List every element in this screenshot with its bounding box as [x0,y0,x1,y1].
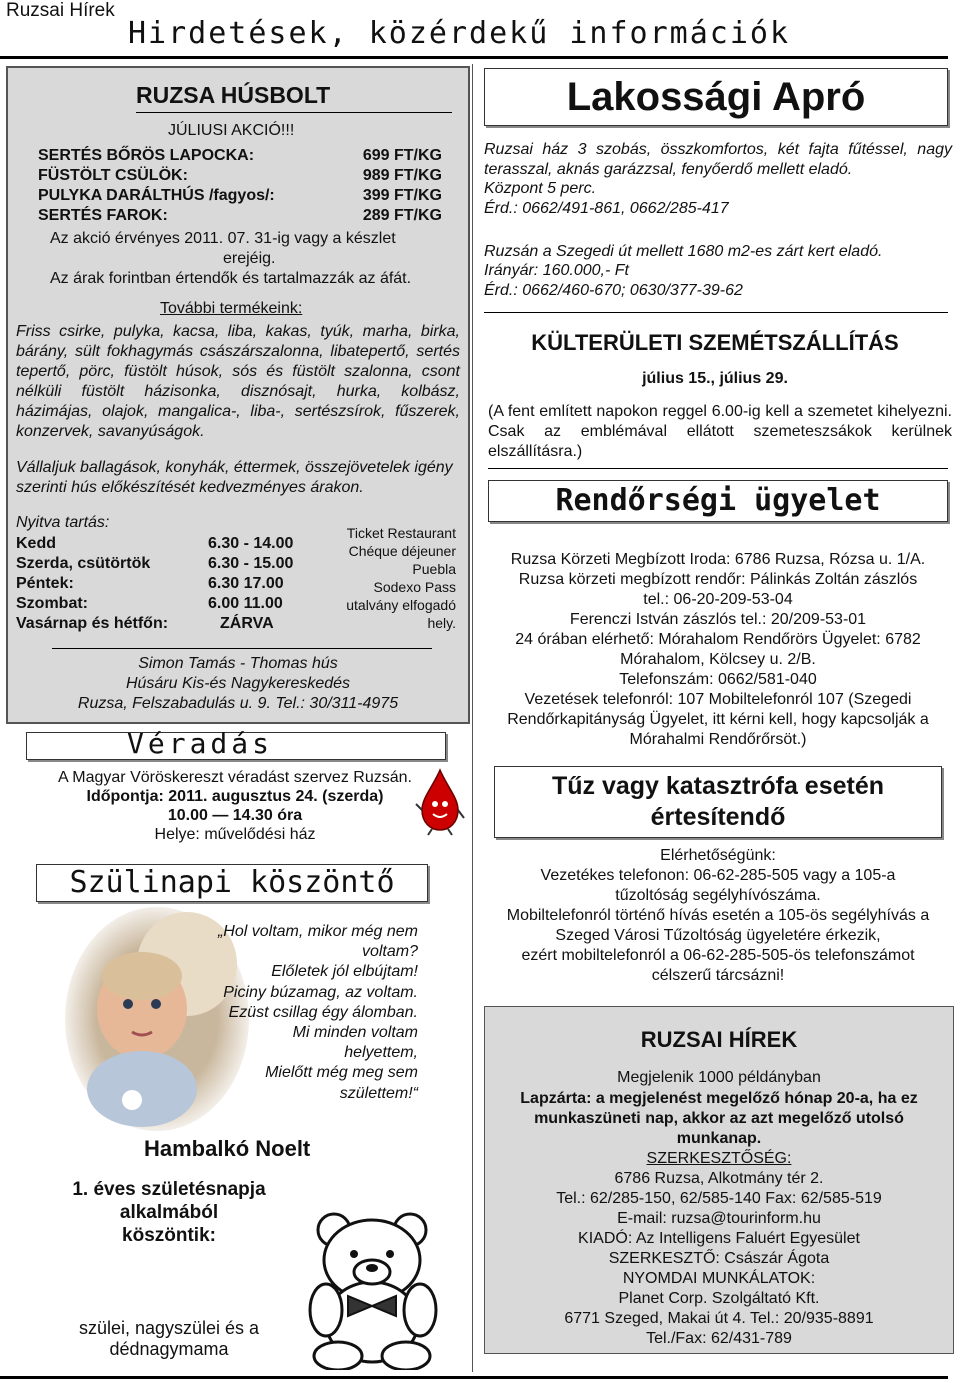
veradas-text [26,768,444,844]
tuz-line: célszerű tárcsázni! [651,967,785,984]
greeters [62,1318,276,1360]
occasion-line: alkalmából [119,1202,219,1223]
husbolt-promo: JÚLIUSI AKCIÓ!!! [168,122,295,139]
tuz-title-line: Tűz vagy katasztrófa esetén [551,772,885,800]
hours-row: Kedd 6.30 - 14.00 [16,535,294,552]
poem-line: Piciny búzamag, az voltam. [223,983,418,1001]
voucher-item: Sodexo Pass [373,579,456,595]
section-label: Ruzsai Hírek [6,0,115,21]
tuz-title-box [494,766,942,838]
rendor-title: Rendőrségi ügyelet [555,483,881,518]
szulinap-title: Szülinapi köszöntő [69,865,395,900]
imprint-line: Planet Corp. Szolgáltató Kft. [618,1290,820,1307]
teddy-bear-icon [298,1210,448,1370]
events-text: Vállaljuk ballagások, konyhák, éttermek, összejövetelek igény szerinti hús előkészítését kedvezményes árakon. [16,459,453,496]
veradas-time: 10.00 — 14.30 óra [167,807,303,824]
price-item: SERTÉS BŐRÖS LAPOCKA: 699 FT/KG [38,147,442,164]
owner-address: Ruzsa, Felszabadulás u. 9. Tel.: 30/311-4975 [77,695,399,712]
imprint-line: SZERKESZTŐ: Császár Ágota [608,1250,830,1267]
hours-table [16,534,316,634]
ad-house-tel: Érd.: 0662/491-861, 0662/285-417 [484,200,729,217]
ad-garden-price: Irányár: 160.000,- Ft [484,262,629,279]
imprint-line: Tel.: 62/285-150, 62/585-140 Fax: 62/585-519 [556,1190,882,1207]
imprint-line: 6786 Ruzsa, Alkotmány tér 2. [614,1170,824,1187]
blood-drop-icon [414,766,466,836]
header-rule [0,56,948,59]
voucher-list [324,524,456,632]
imprint-line: SZERKESZTŐSÉG: [646,1150,792,1167]
hirek-deadline: Lapzárta: a megjelenést megelőző hónap 20-a, ha ez munkaszüneti nap, akkor az azt megelőző utolsó munkanap. [520,1090,918,1147]
rendor-line: Ruzsa Körzeti Megbízott Iroda: 6786 Ruzsa, Rózsa u. 1/A. [510,551,926,568]
rendor-line: Telefonszám: 0662/581-040 [619,671,817,688]
poem-line: Előletek jól elbújtam! [271,963,418,981]
apro-title: Lakossági Apró [566,75,866,119]
column-divider [472,64,473,1372]
occasion [46,1178,292,1247]
hours-title: Nyitva tartás: [16,514,110,531]
rendor-line: Rendőrkapitányság Ügyelet, itt kérni kell, hogy kapcsolják a [507,711,929,728]
imprint-line: KIADÓ: Az Intelligens Faluért Egyesület [578,1230,860,1247]
veradas-title: Véradás [127,727,274,760]
validity-1: Az akció érvényes 2011. 07. 31-ig vagy a készlet [50,230,396,247]
hirek-circulation: Megjelenik 1000 példányban [617,1069,821,1086]
imprint-line: Tel./Fax: 62/431-789 [646,1330,792,1347]
szemet-dates: július 15., július 29. [642,370,788,387]
szemet-title: KÜLTERÜLETI SZEMÉTSZÁLLÍTÁS [531,330,899,355]
greeters-line: szülei, nagyszülei és a [78,1318,260,1338]
rendor-line: Vezetések telefonról: 107 Mobiltelefonról 107 (Szegedi [524,691,912,708]
hours-row: Szerda, csütörtök 6.30 - 15.00 [16,555,294,572]
poem-line: Ezüst csillag égy álomban. [228,1003,418,1021]
ad-garden-tel: Érd.: 0662/460-670; 0630/377-39-62 [484,282,743,299]
owner-business: Húsáru Kis-és Nagykereskedés [125,675,351,692]
owner-block [8,654,468,714]
price-list [38,146,442,226]
hirek-imprint [485,1149,953,1349]
poem-line: Mi minden voltam [292,1024,418,1042]
poem-line: Mielőtt még meg sem [265,1064,418,1082]
poem-line: voltam? [361,943,418,961]
veradas-date: Időpontja: 2011. augusztus 24. (szerda) [86,788,384,805]
hours-row: Péntek: 6.30 17.00 [16,575,284,592]
poem-line: születtem!“ [339,1084,418,1102]
products-text: Friss csirke, pulyka, kacsa, liba, kakas, tyúk, marha, birka, bárány, sült fokhagymás császárszalonna, libatepertő, sertés tepertő, pörc, füstölt húsok, sós és füstölt szalonna, csont nélküli füstölt házisonka, disznósajt, hurka, kolbász, házimájas, olajok, mangalica-, liba-, sertészsírok, fűszerek, konzervek, savanyúságok. [16,323,460,440]
tuz-line: Szeged Városi Tűzoltóság ügyeletére érkezik, [555,927,881,944]
celebrant-name: Hambalkó Noelt [144,1136,311,1161]
owner-rule [52,648,432,649]
husbolt-title: RUZSA HÚSBOLT [136,82,331,108]
voucher-item: utalvány elfogadó [346,597,456,613]
voucher-item: hely. [427,615,456,631]
voucher-item: Chéque déjeuner [348,543,456,559]
poem [196,922,418,1104]
hirek-box [484,1006,954,1354]
more-products-title: További termékeink: [160,300,303,317]
husbolt-title-rule [136,112,452,113]
vat-note: Az árak forintban értendők és tartalmazzák az áfát. [50,270,412,287]
occasion-line: köszöntik: [122,1225,216,1246]
tuz-line: ezért mobiltelefonról a 06-62-285-505-ös telefonszámot [521,947,915,964]
husbolt-box [6,66,470,724]
tuz-line: Mobiltelefonról történő hívás esetén a 105-ös segélyhívás a [506,907,930,924]
apro-rule [484,312,948,313]
hours-row: Szombat: 6.00 11.00 [16,595,283,612]
imprint-line: 6771 Szeged, Makai út 4. Tel.: 20/935-8891 [564,1310,874,1327]
tuz-title [495,771,941,833]
price-item: FÜSTÖLT CSÜLÖK: 989 FT/KG [38,167,442,184]
rendor-line: Mórahalom, Kölcsey u. 2/B. [620,651,816,668]
hours-row: Vasárnap és hétfőn: ZÁRVA [16,615,274,632]
imprint-line: E-mail: ruzsa@tourinform.hu [617,1210,821,1227]
rendor-text [476,550,960,750]
rendor-title-box [488,480,948,522]
tuz-line: tűzoltóság segélyhívószáma. [615,887,821,904]
veradas-line: A Magyar Vöröskereszt véradást szervez Ruzsán. [58,769,412,786]
tuz-line: Vezetékes telefonon: 06-62-285-505 vagy a 105-a [540,867,896,884]
occasion-line: 1. éves születésnapja [72,1179,266,1200]
szulinap-title-box [36,864,428,902]
rendor-line: tel.: 06-20-209-53-04 [643,591,793,608]
ad-house-center: Központ 5 perc. [484,180,597,197]
page-title: Hirdetések, közérdekű információk [128,16,791,51]
price-item: PULYKA DARÁLTHÚS /fagyos/: 399 FT/KG [38,187,442,204]
tuz-title-line: értesítendő [650,803,786,831]
ad-garden: Ruzsán a Szegedi út mellett 1680 m2-es zárt kert eladó. [484,243,883,260]
veradas-place: Helye: művelődési ház [154,826,316,843]
rendor-line: 24 órában elérhető: Mórahalom Rendőrörs Ügyelet: 6782 [515,631,921,648]
rendor-line: Ferenczi István zászlós tel.: 20/209-53-01 [569,611,867,628]
voucher-item: Ticket Restaurant [346,525,456,541]
apro-title-box [484,68,948,126]
tuz-line: Elérhetőségünk: [660,847,776,864]
poem-line: „Hol voltam, mikor még nem [217,923,418,940]
szemet-text: (A fent említett napokon reggel 6.00-ig kell a szemetet kihelyezni. Csak az emblémával ellátott szemeteszsákok kerülnek elszállításra.) [488,403,952,460]
poem-line: helyettem, [344,1044,418,1062]
hirek-title: RUZSAI HÍREK [640,1027,798,1052]
ad-house: Ruzsai ház 3 szobás, összkomfortos, két fajta fűtéssel, nagy terasszal, aknás garázzsal, fenyőerdő mellett eladó. [484,141,952,178]
price-item: SERTÉS FAROK: 289 FT/KG [38,207,442,224]
rendor-line: Mórahalmi Rendőrőrsöt.) [629,731,807,748]
imprint-line: NYOMDAI MUNKÁLATOK: [622,1270,816,1287]
greeters-line: dédnagymama [109,1339,229,1359]
szemet-rule [488,468,948,469]
tuz-text [470,846,960,986]
rendor-line: Ruzsa körzeti megbízott rendőr: Pálinkás Zoltán zászlós [518,571,918,588]
voucher-item: Puebla [412,561,456,577]
validity-2: erejéig. [223,250,276,267]
owner-name: Simon Tamás - Thomas hús [138,655,338,672]
footer-rule [0,1376,948,1379]
veradas-title-box [26,727,446,760]
